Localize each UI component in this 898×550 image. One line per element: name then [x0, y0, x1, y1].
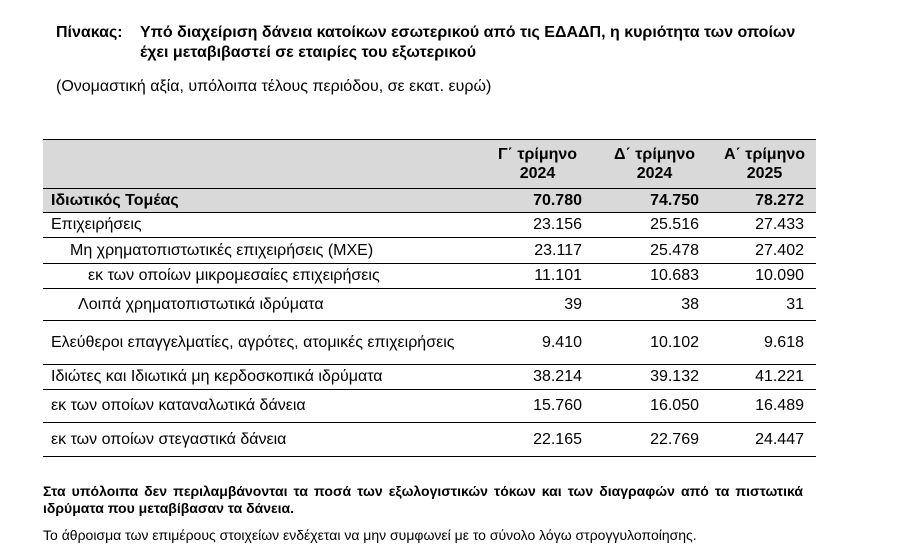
- row-value: 78.272: [713, 189, 816, 213]
- column-header-q1-2025: [713, 140, 816, 189]
- row-value: 25.516: [596, 213, 713, 238]
- row-value: 39: [479, 289, 596, 321]
- row-label: Ιδιώτες και Ιδιωτικά μη κερδοσκοπικά ιδρύματα: [43, 365, 479, 390]
- row-value: 41.221: [713, 365, 816, 390]
- row-value: 10.090: [713, 264, 816, 289]
- column-header-line2: 2025: [746, 165, 783, 182]
- row-value: 10.102: [596, 321, 713, 365]
- table-subtitle: (Ονομαστική αξία, υπόλοιπα τέλους περιόδου, σε εκατ. ευρώ): [56, 78, 492, 95]
- row-value: 70.780: [479, 189, 596, 213]
- table-header-row: [43, 140, 816, 189]
- row-value: 23.156: [479, 213, 596, 238]
- row-value: 11.101: [479, 264, 596, 289]
- table-row-self-employed: [43, 321, 816, 365]
- row-label: Μη χρηματοπιστωτικές επιχειρήσεις (ΜΧΕ): [43, 238, 479, 264]
- row-value: 10.683: [596, 264, 713, 289]
- row-label: Επιχειρήσεις: [43, 213, 479, 238]
- column-header-line2: 2024: [636, 165, 673, 182]
- row-label: εκ των οποίων καταναλωτικά δάνεια: [43, 390, 479, 423]
- column-header-q4-2024: [596, 140, 713, 189]
- footnote-rounding: Το άθροισμα των επιμέρους στοιχείων ενδέχεται να μην συμφωνεί με το σύνολο λόγω στρογγυλοποίησης.: [43, 527, 697, 543]
- row-value: 22.769: [596, 423, 713, 457]
- row-value: 23.117: [479, 238, 596, 264]
- table-title: [56, 23, 826, 63]
- row-value: 16.050: [596, 390, 713, 423]
- row-label: εκ των οποίων στεγαστικά δάνεια: [43, 423, 479, 457]
- table-row-nfc: [43, 238, 816, 264]
- row-label: Ιδιωτικός Τομέας: [43, 189, 479, 213]
- row-value: 24.447: [713, 423, 816, 457]
- column-header-line1: Γ΄ τρίμηνο: [497, 146, 578, 163]
- table-row-private-sector: [43, 189, 816, 213]
- table-row-sme: [43, 264, 816, 289]
- footnote-exclusions: Στα υπόλοιπα δεν περιλαμβάνονται τα ποσά των εξωλογιστικών τόκων και των διαγραφών από τα πιστωτικά ιδρύματα που μεταβίβασαν τα δάνεια.: [43, 483, 803, 516]
- row-label: Ελεύθεροι επαγγελματίες, αγρότες, ατομικές επιχειρήσεις: [43, 321, 479, 365]
- row-label: εκ των οποίων μικρομεσαίες επιχειρήσεις: [43, 264, 479, 289]
- column-header-q3-2024: [479, 140, 596, 189]
- row-value: 25.478: [596, 238, 713, 264]
- column-header-line1: Α΄ τρίμηνο: [723, 146, 806, 163]
- row-value: 27.433: [713, 213, 816, 238]
- row-value: 22.165: [479, 423, 596, 457]
- column-header-line2: 2024: [519, 165, 556, 182]
- header-corner-cell: [43, 140, 479, 189]
- column-header-line1: Δ΄ τρίμηνο: [614, 146, 695, 163]
- table-row-housing-loans: [43, 423, 816, 457]
- row-value: 9.410: [479, 321, 596, 365]
- row-value: 39.132: [596, 365, 713, 390]
- table-row-businesses: [43, 213, 816, 238]
- row-value: 27.402: [713, 238, 816, 264]
- row-label: Λοιπά χρηματοπιστωτικά ιδρύματα: [43, 289, 479, 321]
- row-value: 15.760: [479, 390, 596, 423]
- row-value: 16.489: [713, 390, 816, 423]
- row-value: 74.750: [596, 189, 713, 213]
- row-value: 38: [596, 289, 713, 321]
- table-row-households: [43, 365, 816, 390]
- table-row-other-financial: [43, 289, 816, 321]
- table-title-label: Πίνακας:: [56, 24, 123, 41]
- row-value: 31: [713, 289, 816, 321]
- row-value: 38.214: [479, 365, 596, 390]
- table-title-text: Υπό διαχείριση δάνεια κατοίκων εσωτερικού από τις ΕΔΑΔΠ, η κυριότητα των οποίων έχει μεταβιβαστεί σε εταιρίες του εξωτερικού: [140, 24, 796, 61]
- row-value: 9.618: [713, 321, 816, 365]
- table-row-consumer-loans: [43, 390, 816, 423]
- loans-table: [43, 139, 816, 457]
